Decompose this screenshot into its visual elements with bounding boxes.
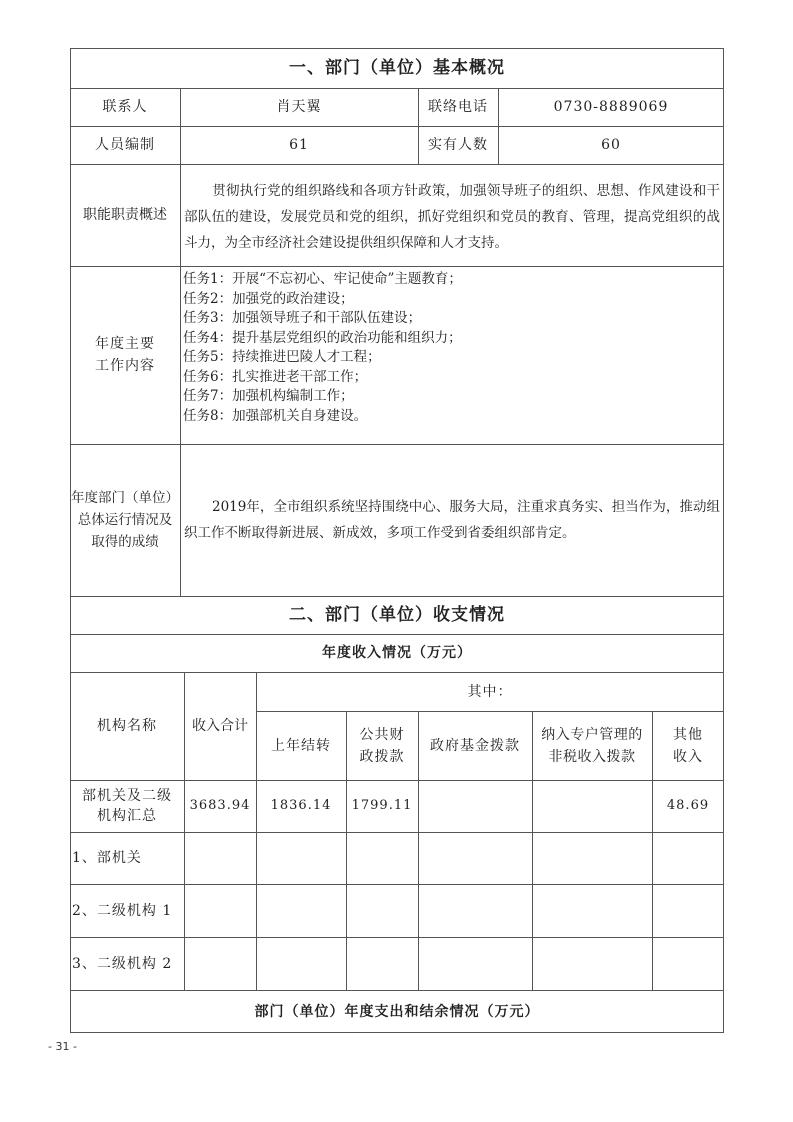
header-of-which: 其中：: [467, 683, 513, 700]
header-nontax-line1: 纳入专户管理的: [541, 726, 643, 743]
task-item: 任务4：提升基层党组织的政治功能和组织力；: [183, 329, 462, 346]
duties-label: 职能职责概述: [83, 207, 167, 223]
cell-carryover: [256, 832, 346, 884]
cell-nontax: [532, 780, 652, 832]
cell-public-finance: [346, 832, 418, 884]
task-item: 任务3：加强领导班子和干部队伍建设；: [183, 310, 422, 326]
annual-work-label-line1: 年度主要: [95, 336, 155, 352]
cell-carryover: [256, 884, 346, 937]
duties-text: [180, 178, 724, 256]
actual-staff-value: 60: [601, 137, 621, 153]
cell-public-finance: [346, 884, 418, 937]
performance-label: [70, 444, 180, 596]
contact-value: 肖天翼: [276, 99, 322, 115]
phone-value: 0730-8889069: [553, 99, 669, 115]
cell-carryover: 1836.14: [270, 798, 332, 813]
cell-total: [184, 884, 256, 937]
task-item: 任务8：加强部机关自身建设。: [183, 407, 368, 424]
cell-total: 3683.94: [189, 798, 251, 813]
header-other: [652, 711, 724, 780]
cell-carryover: [256, 937, 346, 990]
contact-label: 联系人: [102, 99, 148, 115]
task-item: 任务1：开展“不忘初心、牢记使命”主题教育；: [183, 271, 462, 287]
performance-text-content: 2019年，全市组织系统坚持围绕中心、服务大局，注重求真务实、担当作为，推动组织工作不断取得新进展、新成效，多项工作受到省委组织部肯定。: [184, 499, 720, 541]
task-list: [183, 270, 721, 426]
task-item: 任务5：持续推进巴陵人才工程；: [183, 349, 381, 365]
cell-gov-fund: [418, 780, 532, 832]
cell-nontax: [532, 884, 652, 937]
cell-gov-fund: [418, 937, 532, 990]
table-row-name: 2、二级机构 1: [72, 902, 173, 919]
header-carryover: 上年结转: [271, 737, 331, 754]
income-title: 年度收入情况（万元）: [322, 645, 472, 661]
annual-work-label: [70, 266, 180, 444]
performance-cell: [180, 494, 724, 546]
staff-quota-value: 61: [289, 137, 309, 153]
cell-other: [652, 937, 724, 990]
task-item: 任务6：扎实推进老干部工作；: [183, 368, 368, 385]
table-row-name: 3、二级机构 2: [72, 955, 173, 972]
cell-public-finance: [346, 937, 418, 990]
performance-label-line1: 年度部门（单位）: [71, 490, 179, 506]
section2-title: 二、部门（单位）收支情况: [289, 605, 505, 625]
cell-public-finance: 1799.11: [351, 798, 413, 813]
page-number: - 31 -: [48, 1040, 77, 1053]
staff-quota-label: 人员编制: [95, 137, 155, 153]
table-row-name: [70, 780, 184, 832]
header-org-name: 机构名称: [97, 718, 157, 734]
header-gov-fund: 政府基金拨款: [430, 737, 520, 754]
section1-title: 一、部门（单位）基本概况: [289, 58, 505, 78]
cell-gov-fund: [418, 832, 532, 884]
header-nontax: [532, 711, 652, 780]
performance-text: [180, 494, 724, 546]
task-item: 任务2：加强党的政治建设；: [183, 290, 354, 307]
duties-text-content: 贯彻执行党的组织路线和各项方针政策，加强领导班子的组织、思想、作风建设和干部队伍的建设，发展党员和党的组织，抓好党组织和党员的教育、管理，提高党组织的战斗力，为全市经济社会建设提供组织保障和人才支持。: [184, 183, 720, 251]
annual-work-label-line2: 工作内容: [95, 358, 155, 374]
task-item: 任务7：加强机构编制工作；: [183, 388, 354, 404]
header-public-finance: [346, 711, 418, 780]
cell-nontax: [532, 832, 652, 884]
expense-title: 部门（单位）年度支出和结余情况（万元）: [254, 1003, 540, 1020]
cell-total: [184, 937, 256, 990]
duties-cell: [180, 178, 724, 256]
header-total-income: 收入合计: [192, 718, 248, 734]
table-row-name: 1、部机关: [72, 850, 142, 866]
performance-label-line3: 取得的成绩: [91, 534, 159, 550]
performance-label-line2: 总体运行情况及: [77, 512, 173, 528]
row-name-line2: 机构汇总: [97, 808, 157, 824]
header-other-line2: 收入: [673, 748, 703, 765]
cell-other: 48.69: [666, 798, 710, 813]
cell-other: [652, 832, 724, 884]
cell-total: [184, 832, 256, 884]
row-name-line1: 部机关及二级: [82, 788, 172, 804]
cell-nontax: [532, 937, 652, 990]
header-public-finance-line2: 政拨款: [359, 748, 405, 765]
actual-staff-label: 实有人数: [428, 137, 488, 153]
cell-other: [652, 884, 724, 937]
cell-gov-fund: [418, 884, 532, 937]
header-other-line1: 其他: [673, 726, 703, 743]
phone-label: 联络电话: [428, 99, 488, 115]
header-public-finance-line1: 公共财: [359, 726, 405, 743]
header-nontax-line2: 非税收入拨款: [548, 748, 636, 765]
